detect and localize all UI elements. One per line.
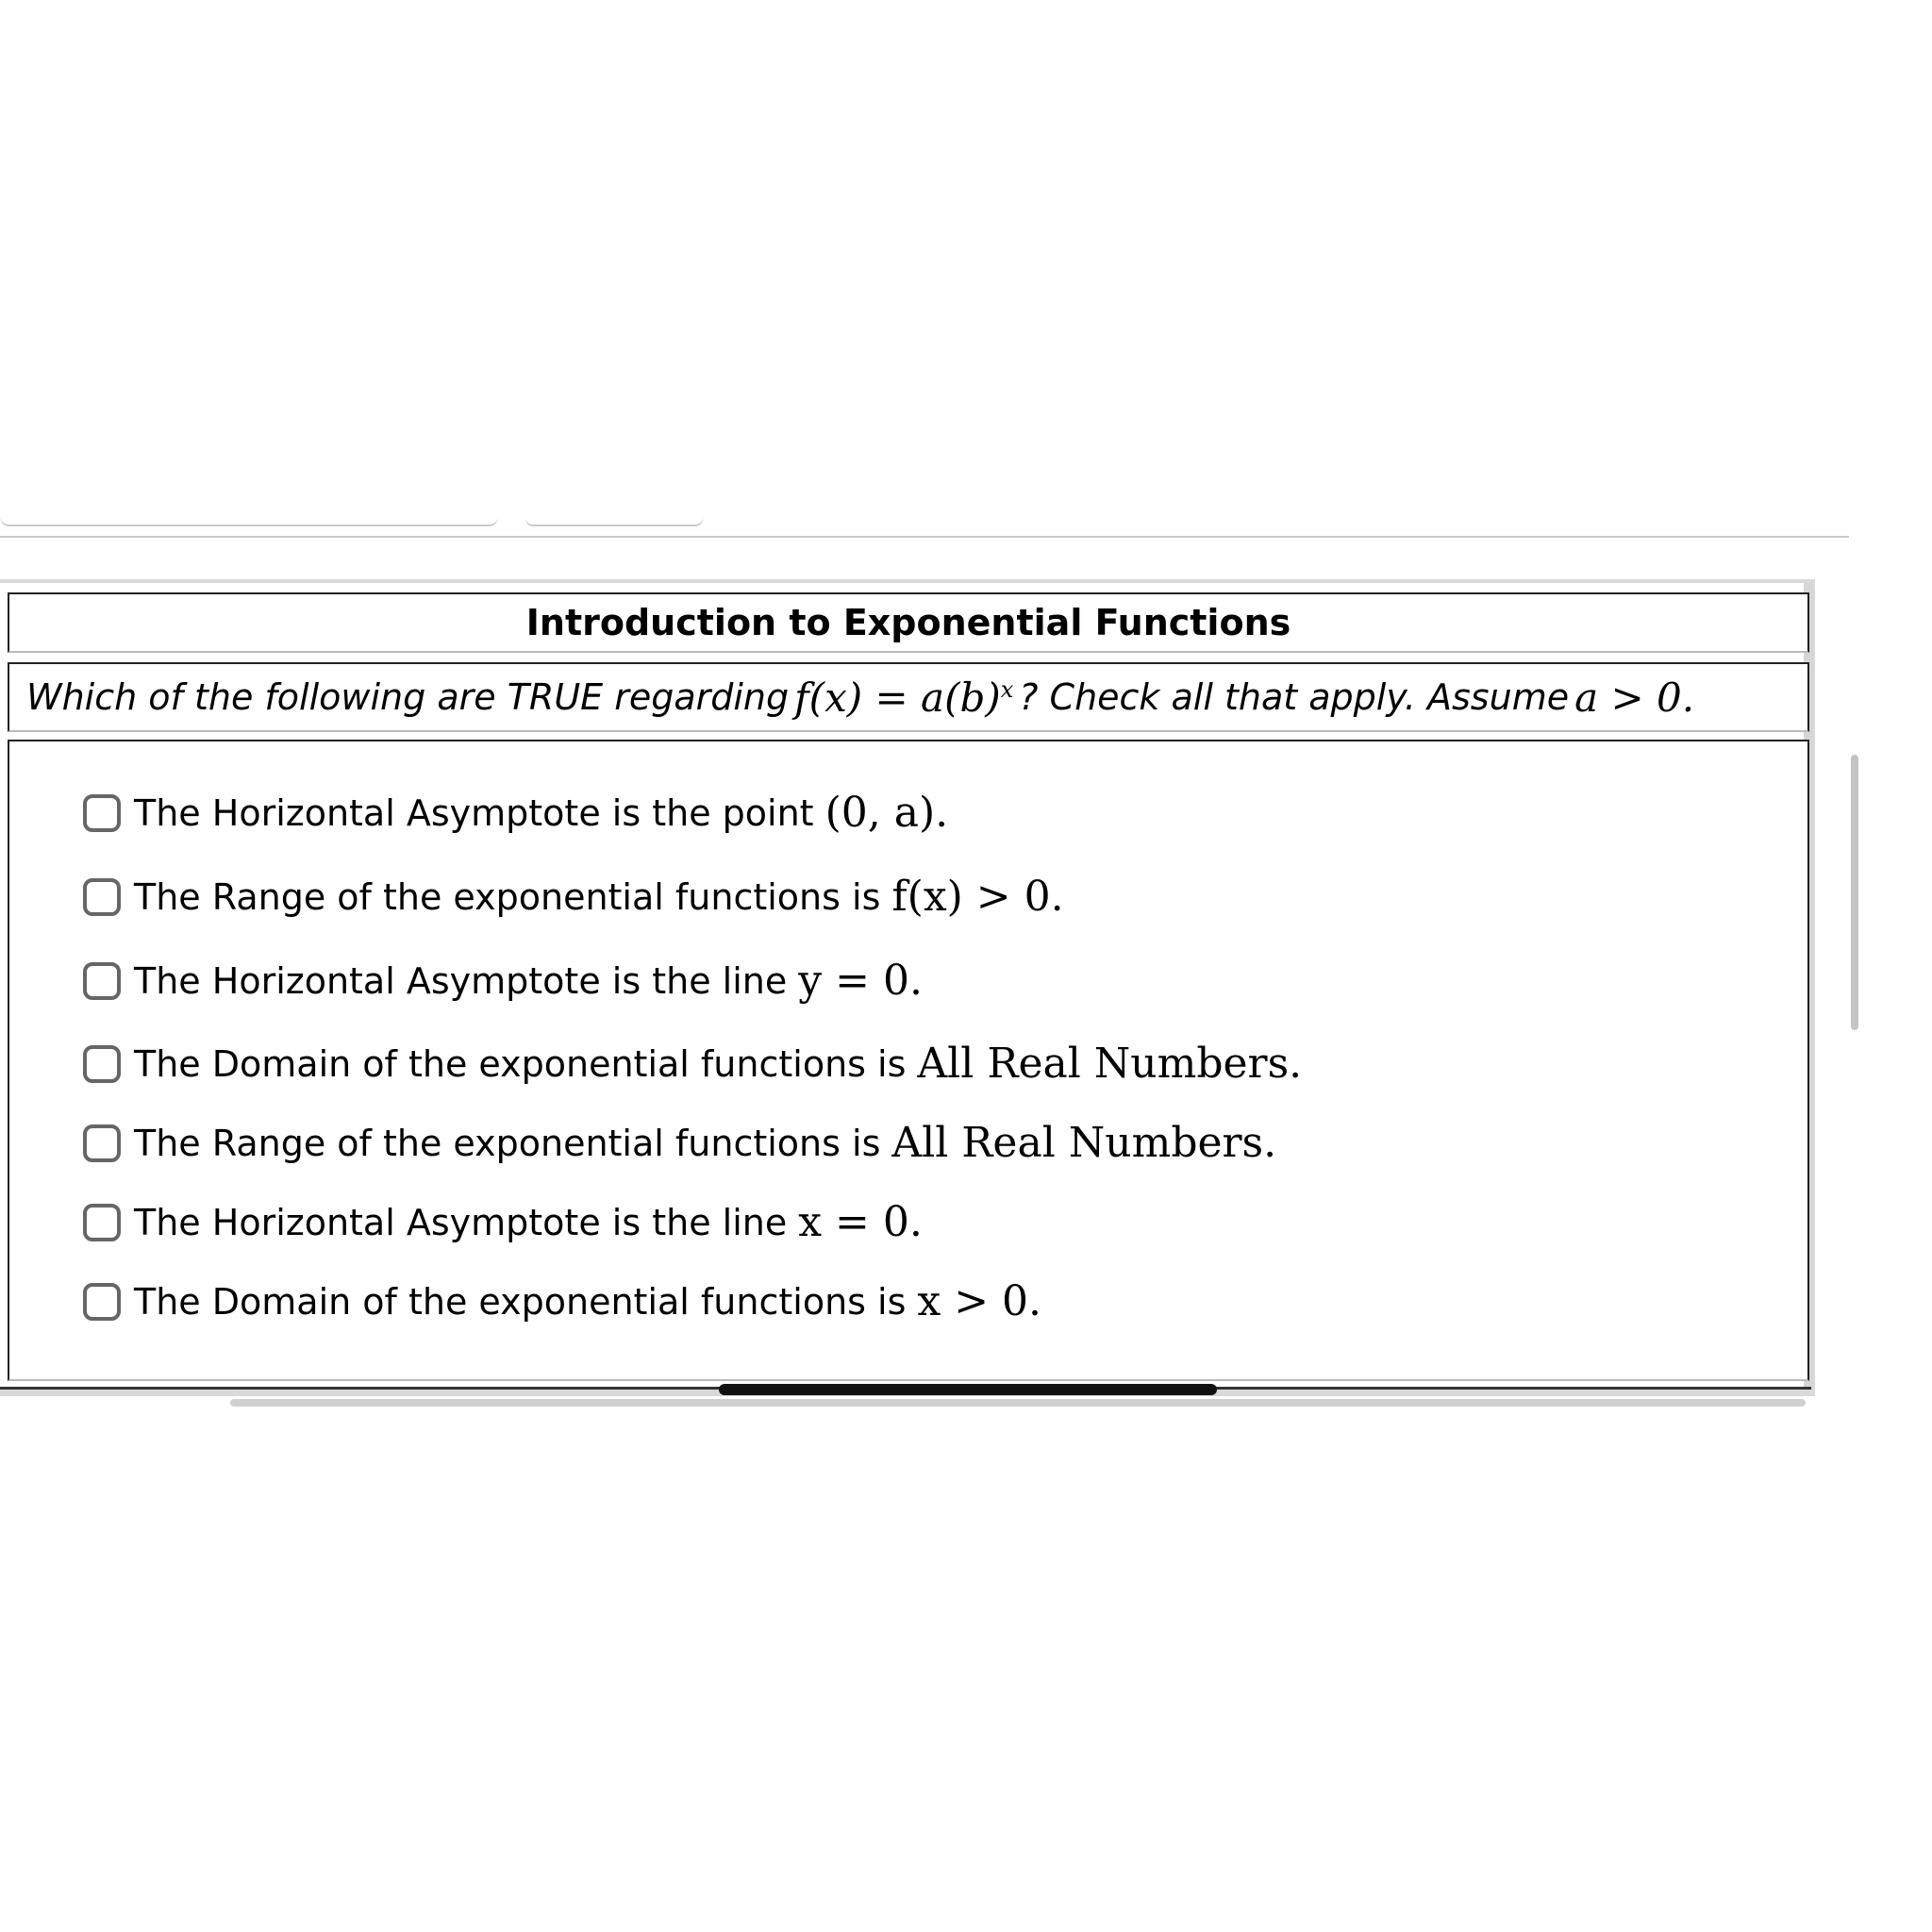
option-2[interactable] (83, 873, 1064, 921)
checkbox-option-2[interactable] (83, 878, 121, 916)
horizontal-scrollbar-thumb[interactable] (719, 1384, 1217, 1395)
question-function: $f(x) = a(b)^x$ (794, 674, 1014, 721)
top-divider (0, 536, 1849, 538)
checkbox-option-5[interactable] (83, 1124, 121, 1162)
question-prefix: Which of the following are TRUE regarding (26, 676, 790, 718)
option-2-label: The Range of the exponential functions is (134, 875, 881, 918)
question-suffix: ? Check all that apply. Assume (1019, 676, 1570, 718)
checkbox-option-4[interactable] (83, 1045, 121, 1083)
checkbox-option-7[interactable] (83, 1283, 121, 1321)
checkbox-option-3[interactable] (83, 962, 121, 1000)
option-7[interactable] (83, 1277, 1041, 1325)
option-5-math: All Real Numbers. (891, 1119, 1277, 1167)
question-assumption: a > 0. (1574, 674, 1695, 721)
question-exponent: x (1000, 675, 1014, 703)
option-5-label: The Range of the exponential functions is (134, 1122, 881, 1164)
option-3-label: The Horizontal Asymptote is the line (134, 959, 788, 1002)
option-4[interactable] (83, 1040, 1302, 1088)
option-4-label: The Domain of the exponential functions is (134, 1042, 907, 1085)
option-3-math: y = 0. (798, 957, 923, 1005)
option-6-math: x = 0. (798, 1198, 923, 1246)
option-6-label: The Horizontal Asymptote is the line (134, 1201, 788, 1243)
option-1-math: (0, a). (824, 789, 949, 837)
question-prompt (8, 662, 1809, 732)
option-7-math: x > 0. (917, 1277, 1042, 1325)
horizontal-scrollbar-track[interactable] (230, 1399, 1806, 1407)
option-2-math: f(x) > 0. (891, 873, 1064, 921)
checkbox-option-6[interactable] (83, 1204, 121, 1241)
checkbox-option-1[interactable] (83, 794, 121, 832)
option-1-label: The Horizontal Asymptote is the point (134, 791, 814, 834)
option-3[interactable] (83, 957, 923, 1005)
option-4-math: All Real Numbers. (917, 1040, 1303, 1088)
option-5[interactable] (83, 1119, 1276, 1167)
option-7-label: The Domain of the exponential functions is (134, 1280, 907, 1323)
tab-fragment-left (0, 517, 498, 526)
vertical-scrollbar-thumb[interactable] (1851, 755, 1858, 1030)
option-6[interactable] (83, 1198, 923, 1246)
option-1[interactable] (83, 789, 948, 837)
page-title: Introduction to Exponential Functions (8, 592, 1809, 653)
tab-fragment-right (525, 517, 704, 526)
